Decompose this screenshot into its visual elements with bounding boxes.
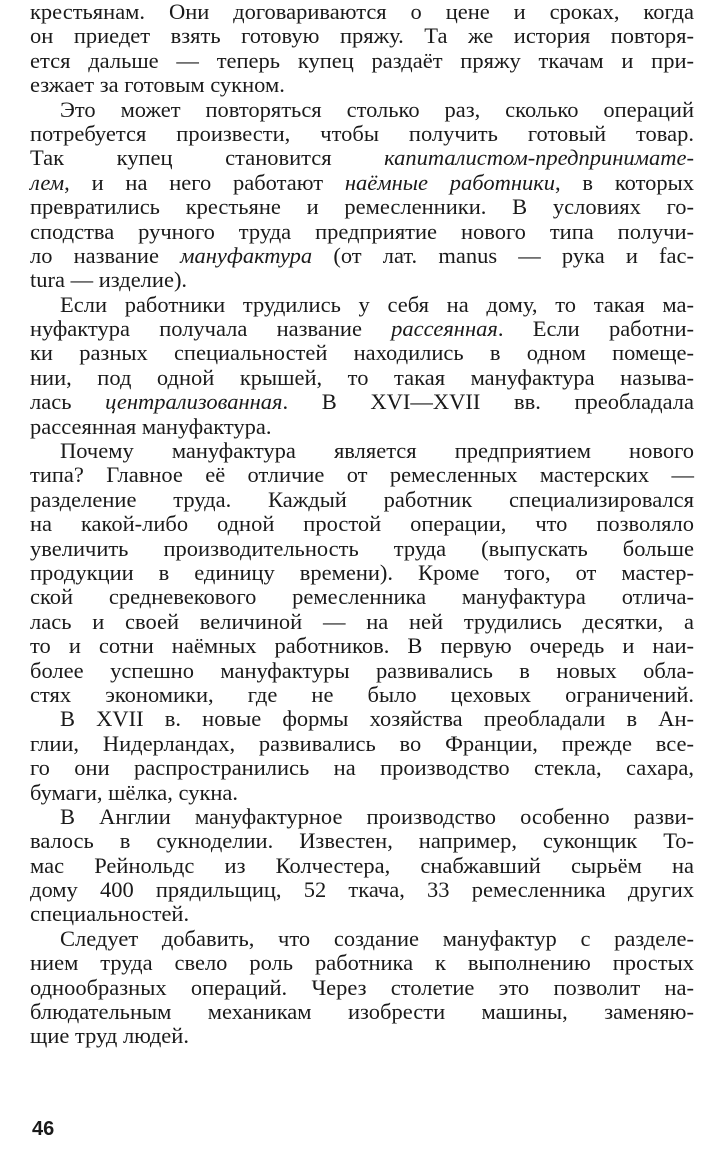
text-line [30, 317, 694, 341]
text-line [30, 732, 694, 756]
text-line [30, 24, 694, 48]
text-line [30, 659, 694, 683]
text-segment: потребуется произвести, чтобы получить готовый товар. [30, 120, 694, 146]
text-segment: лась [30, 389, 106, 415]
text-segment: дому 400 прядильщиц, 52 ткача, 33 ремесленника других [30, 877, 694, 903]
text-segment: Это может повторяться столько раз, сколько операций [60, 96, 694, 122]
text-segment: блюдательным механикам изобрести машины, заменяю- [30, 999, 694, 1025]
text-line [30, 171, 694, 195]
text-line [30, 122, 694, 146]
text-segment: нием труда свело роль работника к выполнению простых [30, 950, 694, 976]
text-line [30, 98, 694, 122]
text-line [30, 707, 694, 731]
text-segment: разделение труда. Каждый работник специализировался [30, 486, 694, 512]
text-segment: увеличить производительность труда (выпускать больше [30, 535, 694, 561]
text-line [30, 805, 694, 829]
text-line [30, 195, 694, 219]
text-line [30, 781, 694, 805]
text-line [30, 415, 694, 439]
text-segment: tura — изделие). [30, 267, 188, 293]
text-segment: типа? Главное её отличие от ремесленных мастерских — [30, 462, 694, 488]
text-line [30, 268, 694, 292]
text-segment: продукции в единицу времени). Кроме того, от мастер- [30, 559, 694, 585]
text-segment: рассеянная мануфактура. [30, 413, 272, 439]
text-line [30, 1024, 694, 1048]
text-segment: Если работники трудились у себя на дому, то такая ма- [60, 291, 694, 317]
text-line [30, 829, 694, 853]
text-line [30, 1000, 694, 1024]
text-segment: ло название [30, 242, 181, 268]
text-segment: щие труд людей. [30, 1023, 189, 1049]
text-line [30, 439, 694, 463]
italic-term: лем [30, 169, 65, 195]
text-segment: . Если работни- [497, 316, 694, 342]
text-line [30, 561, 694, 585]
text-segment: Так купец становится [30, 145, 385, 171]
text-line [30, 756, 694, 780]
text-segment: сподства ручного труда предприятие нового типа получи- [30, 218, 694, 244]
text-line [30, 683, 694, 707]
text-line [30, 854, 694, 878]
text-line [30, 244, 694, 268]
text-line [30, 73, 694, 97]
text-segment: го они распространились на производство стекла, сахара, [30, 755, 694, 781]
text-segment: стях экономики, где не было цеховых ограничений. [30, 681, 694, 707]
text-line [30, 0, 694, 24]
text-segment: В Англии мануфактурное производство особенно разви- [60, 803, 694, 829]
text-segment: валось в сукноделии. Известен, например, суконщик То- [30, 828, 694, 854]
text-line [30, 610, 694, 634]
text-line [30, 537, 694, 561]
text-line [30, 951, 694, 975]
page-number: 46 [32, 1118, 55, 1140]
text-segment: , и на него работают [64, 169, 345, 195]
text-segment: В XVII в. новые формы хозяйства преобладали в Ан- [60, 706, 694, 732]
text-line [30, 49, 694, 73]
text-line [30, 634, 694, 658]
text-line [30, 366, 694, 390]
body-text [30, 0, 694, 1049]
text-segment: более успешно мануфактуры развивались в новых обла- [30, 657, 694, 683]
text-segment: мас Рейнольдс из Колчестера, снабжавший сырьём на [30, 852, 694, 878]
text-segment: нуфактура получала название [30, 316, 392, 342]
text-segment: (от лат. manus — рука и fac- [312, 242, 694, 268]
text-line [30, 146, 694, 170]
text-segment: ется дальше — теперь купец раздаёт пряжу ткачам и при- [30, 47, 694, 73]
italic-term: централизованная [105, 389, 283, 415]
text-segment: нии, под одной крышей, то такая мануфактура называ- [30, 364, 694, 390]
italic-term: наёмные работники [344, 169, 556, 195]
text-segment: однообразных операций. Через столетие это позволит на- [30, 974, 694, 1000]
text-segment: езжает за готовым сукном. [30, 72, 285, 98]
text-line [30, 463, 694, 487]
text-line [30, 976, 694, 1000]
text-segment: бумаги, шёлка, сукна. [30, 779, 239, 805]
text-line [30, 927, 694, 951]
text-segment: , в которых [555, 169, 694, 195]
text-line [30, 902, 694, 926]
text-segment: превратились крестьяне и ремесленники. В условиях го- [30, 194, 694, 220]
text-segment: ки разных специальностей находились в одном помеще- [30, 340, 694, 366]
text-segment: . В XVI—XVII вв. преобладала [282, 389, 694, 415]
text-segment: крестьянам. Они договариваются о цене и сроках, когда [30, 0, 694, 24]
text-line [30, 293, 694, 317]
text-line [30, 878, 694, 902]
text-segment: Следует добавить, что создание мануфактур с разделе- [60, 925, 694, 951]
text-line [30, 585, 694, 609]
text-line [30, 390, 694, 414]
text-segment: глии, Нидерландах, развивались во Франции, прежде все- [30, 730, 694, 756]
italic-term: рассеянная [391, 316, 498, 342]
text-line [30, 341, 694, 365]
text-segment: то и сотни наёмных работников. В первую очередь и наи- [30, 633, 694, 659]
text-segment: Почему мануфактура является предприятием нового [60, 438, 694, 464]
text-line [30, 488, 694, 512]
text-line [30, 220, 694, 244]
italic-term: мануфактура [180, 242, 313, 268]
text-segment: на какой-либо одной простой операции, что позволяло [30, 511, 694, 537]
text-line [30, 512, 694, 536]
text-segment: лась и своей величиной — на ней трудились десятки, а [30, 608, 694, 634]
text-segment: ской средневекового ремесленника мануфактура отлича- [30, 584, 694, 610]
text-segment: специальностей. [30, 901, 190, 927]
italic-term: капиталистом-предпринимате- [384, 145, 694, 171]
text-segment: он приедет взять готовую пряжу. Та же история повторя- [30, 23, 694, 49]
